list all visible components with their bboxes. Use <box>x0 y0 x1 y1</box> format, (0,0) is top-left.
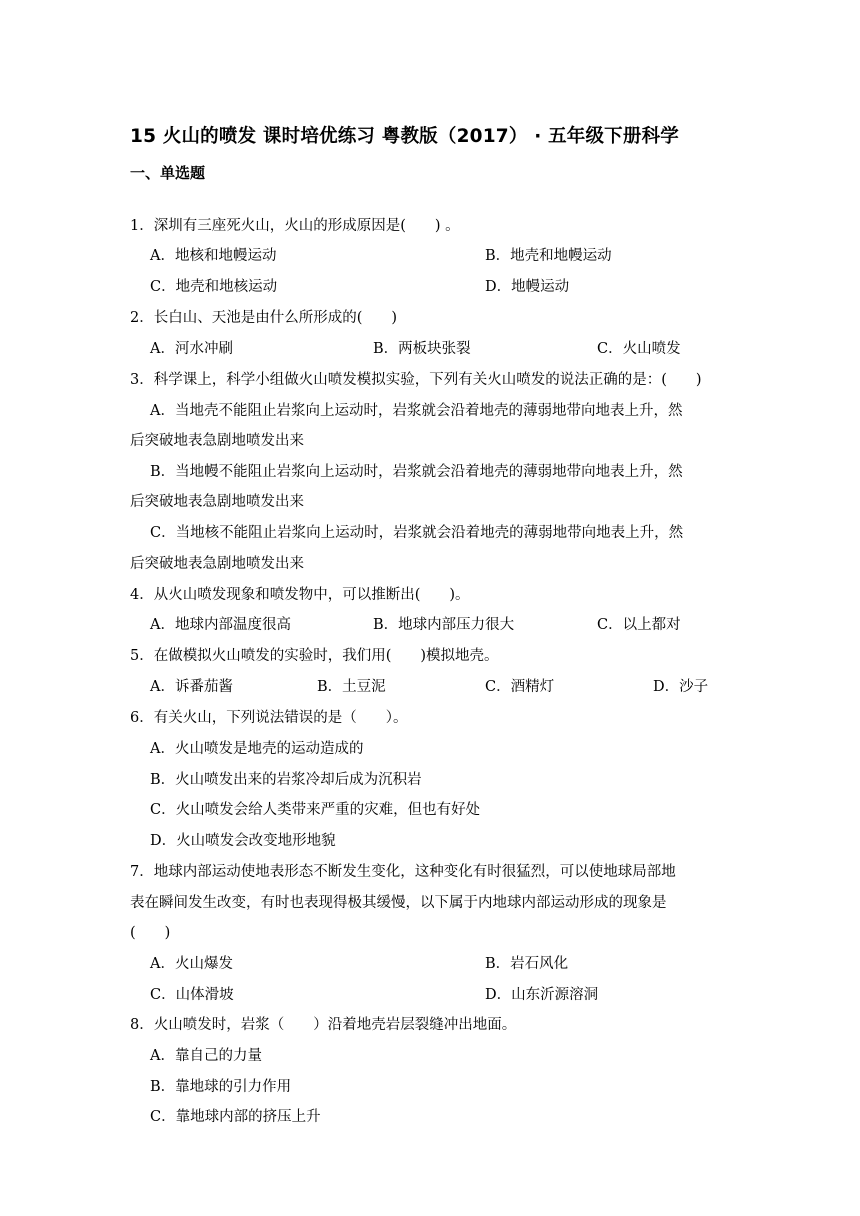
question-1-option-a[interactable]: A．地核和地幔运动 <box>150 248 277 264</box>
question-8-option-b[interactable]: B．靠地球的引力作用 <box>150 1079 292 1095</box>
question-1-stem: 1．深圳有三座死火山，火山的形成原因是( ) 。 <box>130 218 460 234</box>
page-title: 15 火山的喷发 课时培优练习 粤教版（2017） · 五年级下册科学 <box>130 126 679 147</box>
question-1-option-c[interactable]: C．地壳和地核运动 <box>150 279 278 295</box>
question-7-option-a[interactable]: A．火山爆发 <box>150 956 233 972</box>
question-5-stem: 5．在做模拟火山喷发的实验时，我们用( )模拟地壳。 <box>130 648 499 664</box>
question-4-option-a[interactable]: A．地球内部温度很高 <box>150 617 291 633</box>
question-3-option-c[interactable]: C．当地核不能阻止岩浆向上运动时，岩浆就会沿着地壳的薄弱地带向地表上升，然 <box>150 525 684 541</box>
question-3-option-a[interactable]: A．当地壳不能阻止岩浆向上运动时，岩浆就会沿着地壳的薄弱地带向地表上升，然 <box>150 403 683 419</box>
question-8-stem: 8．火山喷发时，岩浆（ ）沿着地壳岩层裂缝冲出地面。 <box>130 1017 517 1033</box>
question-6-option-d[interactable]: D．火山喷发会改变地形地貌 <box>150 833 336 849</box>
question-2-option-b[interactable]: B．两板块张裂 <box>373 341 471 357</box>
question-7-stem-line-3: ( ) <box>130 925 171 941</box>
question-1-option-d[interactable]: D．地幔运动 <box>485 279 570 295</box>
question-4-option-b[interactable]: B．地球内部压力很大 <box>373 617 515 633</box>
section-heading: 一、单选题 <box>130 164 206 182</box>
question-3-option-c-cont[interactable]: 后突破地表急剧地喷发出来 <box>130 556 304 572</box>
question-7-option-c[interactable]: C．山体滑坡 <box>150 987 234 1003</box>
question-8-option-a[interactable]: A．靠自己的力量 <box>150 1048 262 1064</box>
question-2-option-c[interactable]: C．火山喷发 <box>597 341 681 357</box>
question-6-option-b[interactable]: B．火山喷发出来的岩浆冷却后成为沉积岩 <box>150 772 422 788</box>
question-7-option-d[interactable]: D．山东沂源溶洞 <box>485 987 599 1003</box>
question-3-stem: 3．科学课上，科学小组做火山喷发模拟实验，下列有关火山喷发的说法正确的是：( ) <box>130 372 702 388</box>
question-2-stem: 2．长白山、天池是由什么所形成的( ) <box>130 310 398 326</box>
question-6-option-c[interactable]: C．火山喷发会给人类带来严重的灾难，但也有好处 <box>150 802 481 818</box>
question-7-stem-line-2: 表在瞬间发生改变，有时也表现得极其缓慢，以下属于内地球内部运动形成的现象是 <box>130 895 667 911</box>
question-3-option-b[interactable]: B．当地幔不能阻止岩浆向上运动时，岩浆就会沿着地壳的薄弱地带向地表上升，然 <box>150 464 683 480</box>
question-7-stem-line-1: 7．地球内部运动使地表形态不断发生变化，这种变化有时很猛烈，可以使地球局部地 <box>130 864 676 880</box>
question-2-option-a[interactable]: A．河水冲刷 <box>150 341 233 357</box>
question-6-stem: 6．有关火山，下列说法错误的是（ ）。 <box>130 710 408 726</box>
question-1-option-b[interactable]: B．地壳和地幔运动 <box>485 248 612 264</box>
question-3-option-b-cont[interactable]: 后突破地表急剧地喷发出来 <box>130 494 304 510</box>
question-3-option-a-cont[interactable]: 后突破地表急剧地喷发出来 <box>130 433 304 449</box>
question-6-option-a[interactable]: A．火山喷发是地壳的运动造成的 <box>150 741 364 757</box>
question-4-stem: 4．从火山喷发现象和喷发物中，可以推断出( )。 <box>130 587 470 603</box>
question-5-option-b[interactable]: B．土豆泥 <box>317 679 386 695</box>
question-5-option-c[interactable]: C．酒精灯 <box>485 679 555 695</box>
question-4-option-c[interactable]: C．以上都对 <box>597 617 681 633</box>
question-5-option-d[interactable]: D．沙子 <box>653 679 709 695</box>
question-8-option-c[interactable]: C．靠地球内部的挤压上升 <box>150 1109 321 1125</box>
question-7-option-b[interactable]: B．岩石风化 <box>485 956 569 972</box>
question-5-option-a[interactable]: A．诉番茄酱 <box>150 679 233 695</box>
